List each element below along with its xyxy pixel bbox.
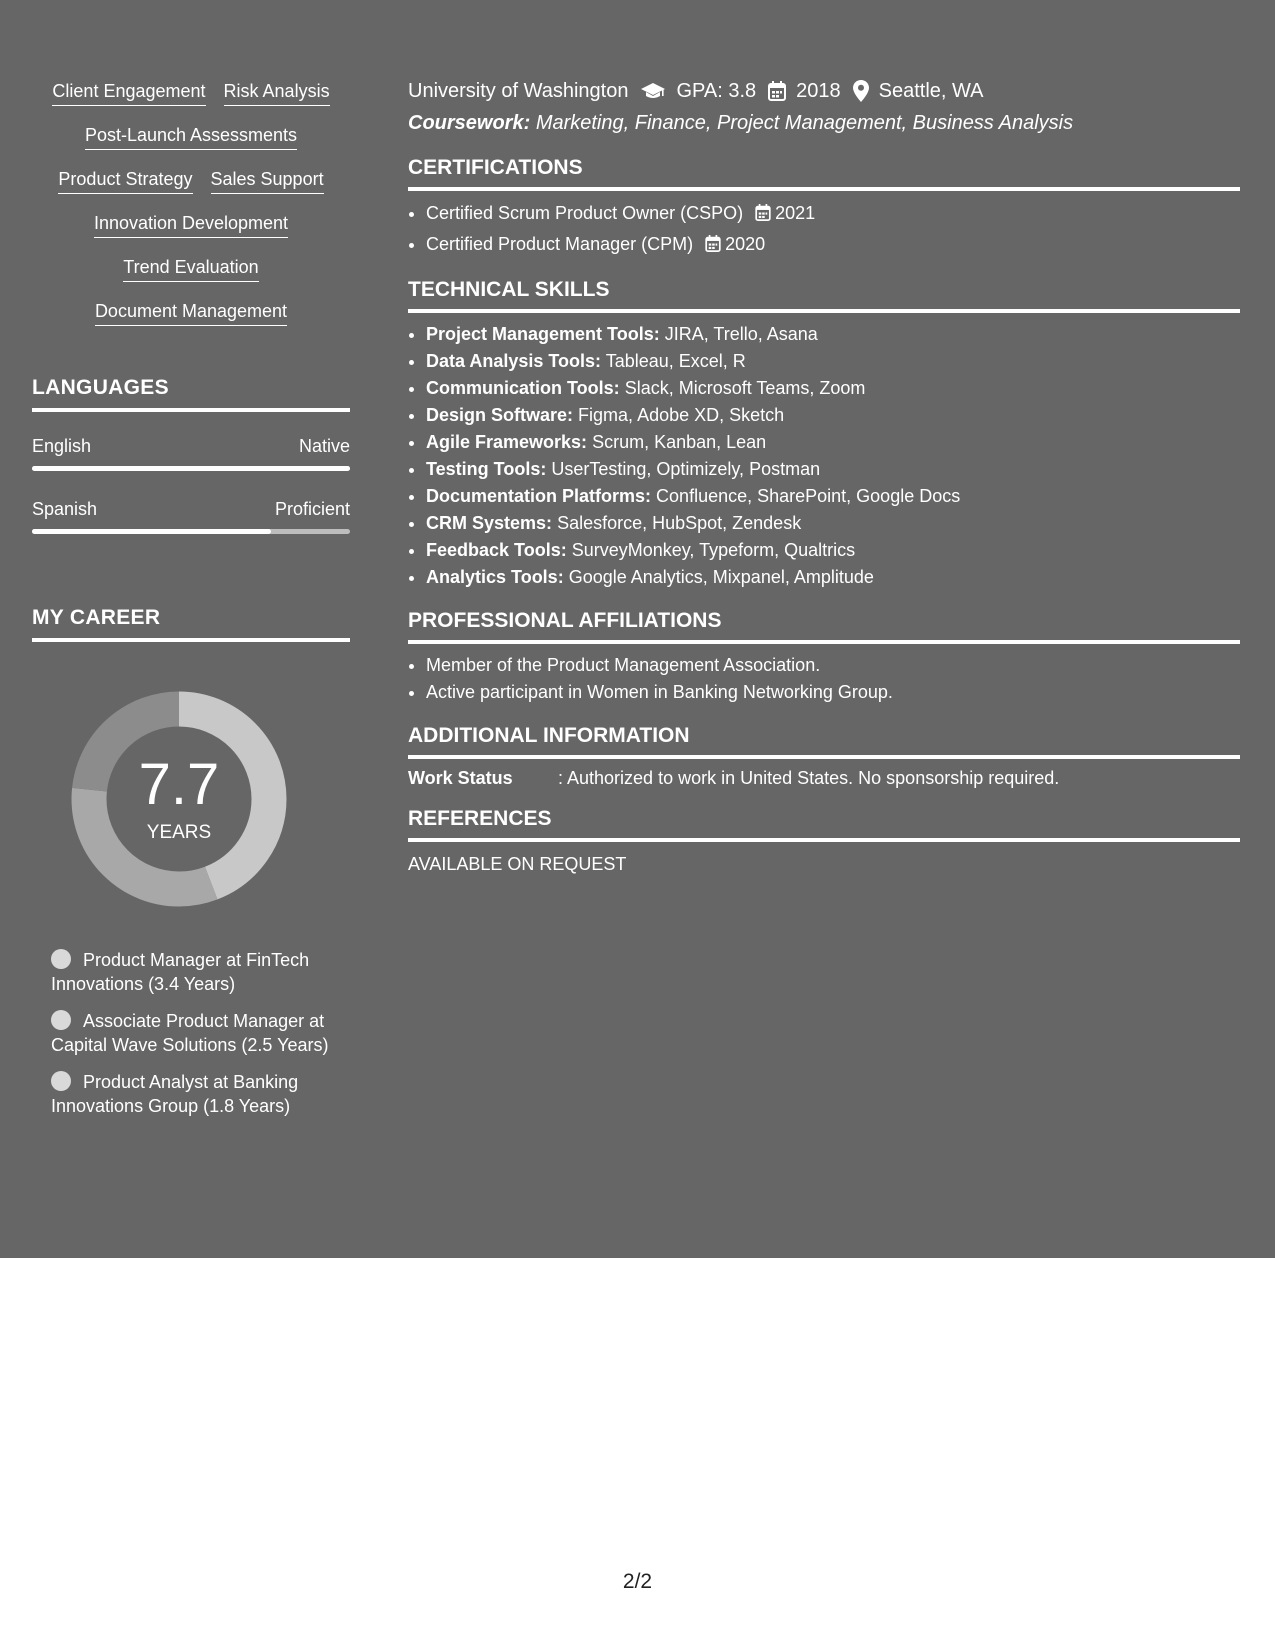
certifications-heading: CERTIFICATIONS <box>408 156 1240 191</box>
skill-category: Documentation Platforms: <box>426 486 652 506</box>
skill-category: Data Analysis Tools: <box>426 351 602 371</box>
technical-skill-item <box>426 321 1240 348</box>
work-status-value: : Authorized to work in United States. No sponsorship required. <box>558 768 1060 788</box>
location-pin-icon <box>853 80 869 102</box>
certification-item <box>426 199 1240 230</box>
skill-tag: Document Management <box>95 300 287 326</box>
education-line <box>408 76 1240 106</box>
affiliation-item: • Active participant in Women in Banking Networking Group. <box>426 679 1240 706</box>
language-level: Proficient <box>274 499 350 519</box>
technical-skill-item <box>426 429 1240 456</box>
bullet-dot-icon <box>51 1010 71 1030</box>
graduation-year: 2018 <box>796 79 841 102</box>
affiliations-heading: PROFESSIONAL AFFILIATIONS <box>408 609 1240 644</box>
technical-skill-item <box>426 375 1240 402</box>
skill-tools: Figma, Adobe XD, Sketch <box>578 405 785 425</box>
career-role: Product Analyst at Banking Innovations Group (1.8 Years) <box>51 1072 299 1116</box>
technical-skill-item <box>426 402 1240 429</box>
right-column <box>408 76 1240 875</box>
technical-skill-item <box>426 348 1240 375</box>
career-role: Associate Product Manager at Capital Wave Solutions (2.5 Years) <box>51 1011 329 1055</box>
skill-tag: Product Strategy <box>58 168 192 194</box>
languages-section <box>32 376 350 534</box>
certification-name: Certified Product Manager (CPM) <box>426 233 694 254</box>
skill-category: CRM Systems: <box>426 513 553 533</box>
skill-tools: JIRA, Trello, Asana <box>664 324 818 344</box>
career-section <box>32 606 350 1118</box>
references-text: AVAILABLE ON REQUEST <box>408 854 627 874</box>
technical-skill-item <box>426 510 1240 537</box>
skill-tools: Salesforce, HubSpot, Zendesk <box>557 513 802 533</box>
affiliations-list <box>408 652 1240 706</box>
career-item <box>51 1070 341 1118</box>
bullet-dot-icon <box>51 949 71 969</box>
language-level: Native <box>298 436 350 456</box>
language-name: English <box>32 436 92 456</box>
page-number: 2/2 <box>622 1570 653 1593</box>
left-column <box>32 80 350 1131</box>
school-name: University of Washington <box>408 79 629 102</box>
calendar-icon <box>705 232 721 261</box>
references-heading: REFERENCES <box>408 807 1240 842</box>
skill-category: Feedback Tools: <box>426 540 567 560</box>
skill-tag: Risk Analysis <box>224 80 330 106</box>
affiliation-item: • Member of the Product Management Association. <box>426 652 1240 679</box>
technical-skill-item <box>426 564 1240 591</box>
skill-tag: Post-Launch Assessments <box>85 124 297 150</box>
skill-category: Design Software: <box>426 405 574 425</box>
skill-category: Communication Tools: <box>426 378 620 398</box>
school-location: Seattle, WA <box>878 79 984 102</box>
career-total-years: 7.7 <box>138 752 220 817</box>
technical-skill-item <box>426 483 1240 510</box>
work-status-label: Work Status <box>408 768 513 788</box>
gpa: GPA: 3.8 <box>676 79 757 102</box>
technical-skill-item <box>426 537 1240 564</box>
language-bar-fill <box>32 529 271 534</box>
calendar-icon <box>755 201 771 230</box>
skill-tag: Sales Support <box>211 168 324 194</box>
calendar-icon <box>768 81 786 101</box>
certifications-list <box>408 199 1240 260</box>
language-bar <box>32 529 350 534</box>
career-years-label: YEARS <box>146 822 212 843</box>
skill-tools: Slack, Microsoft Teams, Zoom <box>624 378 866 398</box>
skill-category: Analytics Tools: <box>426 567 564 587</box>
coursework-text: Marketing, Finance, Project Management, Business Analysis <box>535 112 1074 134</box>
skill-tools: Google Analytics, Mixpanel, Amplitude <box>568 567 874 587</box>
bullet-dot-icon <box>51 1071 71 1091</box>
career-donut-chart <box>66 686 292 912</box>
skill-tag: Innovation Development <box>94 212 288 238</box>
skill-category: Project Management Tools: <box>426 324 660 344</box>
skill-category: Agile Frameworks: <box>426 432 588 452</box>
skill-tools: SurveyMonkey, Typeform, Qualtrics <box>571 540 856 560</box>
skill-tools: Confluence, SharePoint, Google Docs <box>656 486 961 506</box>
skill-tag: Client Engagement <box>52 80 205 106</box>
language-bar <box>32 466 350 471</box>
skill-category: Testing Tools: <box>426 459 547 479</box>
languages-heading: LANGUAGES <box>32 376 350 412</box>
career-role: Product Manager at FinTech Innovations (3.4 Years) <box>51 950 310 994</box>
certification-item <box>426 230 1240 261</box>
career-item <box>51 1009 341 1057</box>
graduation-cap-icon <box>640 81 666 101</box>
career-item <box>51 948 341 996</box>
coursework-label: Coursework: <box>408 112 531 134</box>
skills-list <box>32 80 350 326</box>
certification-year: 2021 <box>775 203 816 223</box>
technical-skills-heading: TECHNICAL SKILLS <box>408 278 1240 313</box>
language-item <box>32 499 350 534</box>
career-list <box>51 948 341 1118</box>
skill-tools: Tableau, Excel, R <box>605 351 746 371</box>
skill-tag: Trend Evaluation <box>123 256 258 282</box>
career-heading: MY CAREER <box>32 606 350 642</box>
certification-name: Certified Scrum Product Owner (CSPO) <box>426 203 744 223</box>
additional-info-heading: ADDITIONAL INFORMATION <box>408 724 1240 759</box>
technical-skills-list <box>408 321 1240 591</box>
language-name: Spanish <box>32 499 98 519</box>
language-item <box>32 436 350 471</box>
coursework-line <box>408 108 1240 138</box>
technical-skill-item <box>426 456 1240 483</box>
language-bar-fill <box>32 466 350 471</box>
work-status-row <box>408 768 1240 789</box>
skill-tools: Scrum, Kanban, Lean <box>592 432 767 452</box>
skill-tools: UserTesting, Optimizely, Postman <box>551 459 821 479</box>
certification-year: 2020 <box>725 233 766 254</box>
